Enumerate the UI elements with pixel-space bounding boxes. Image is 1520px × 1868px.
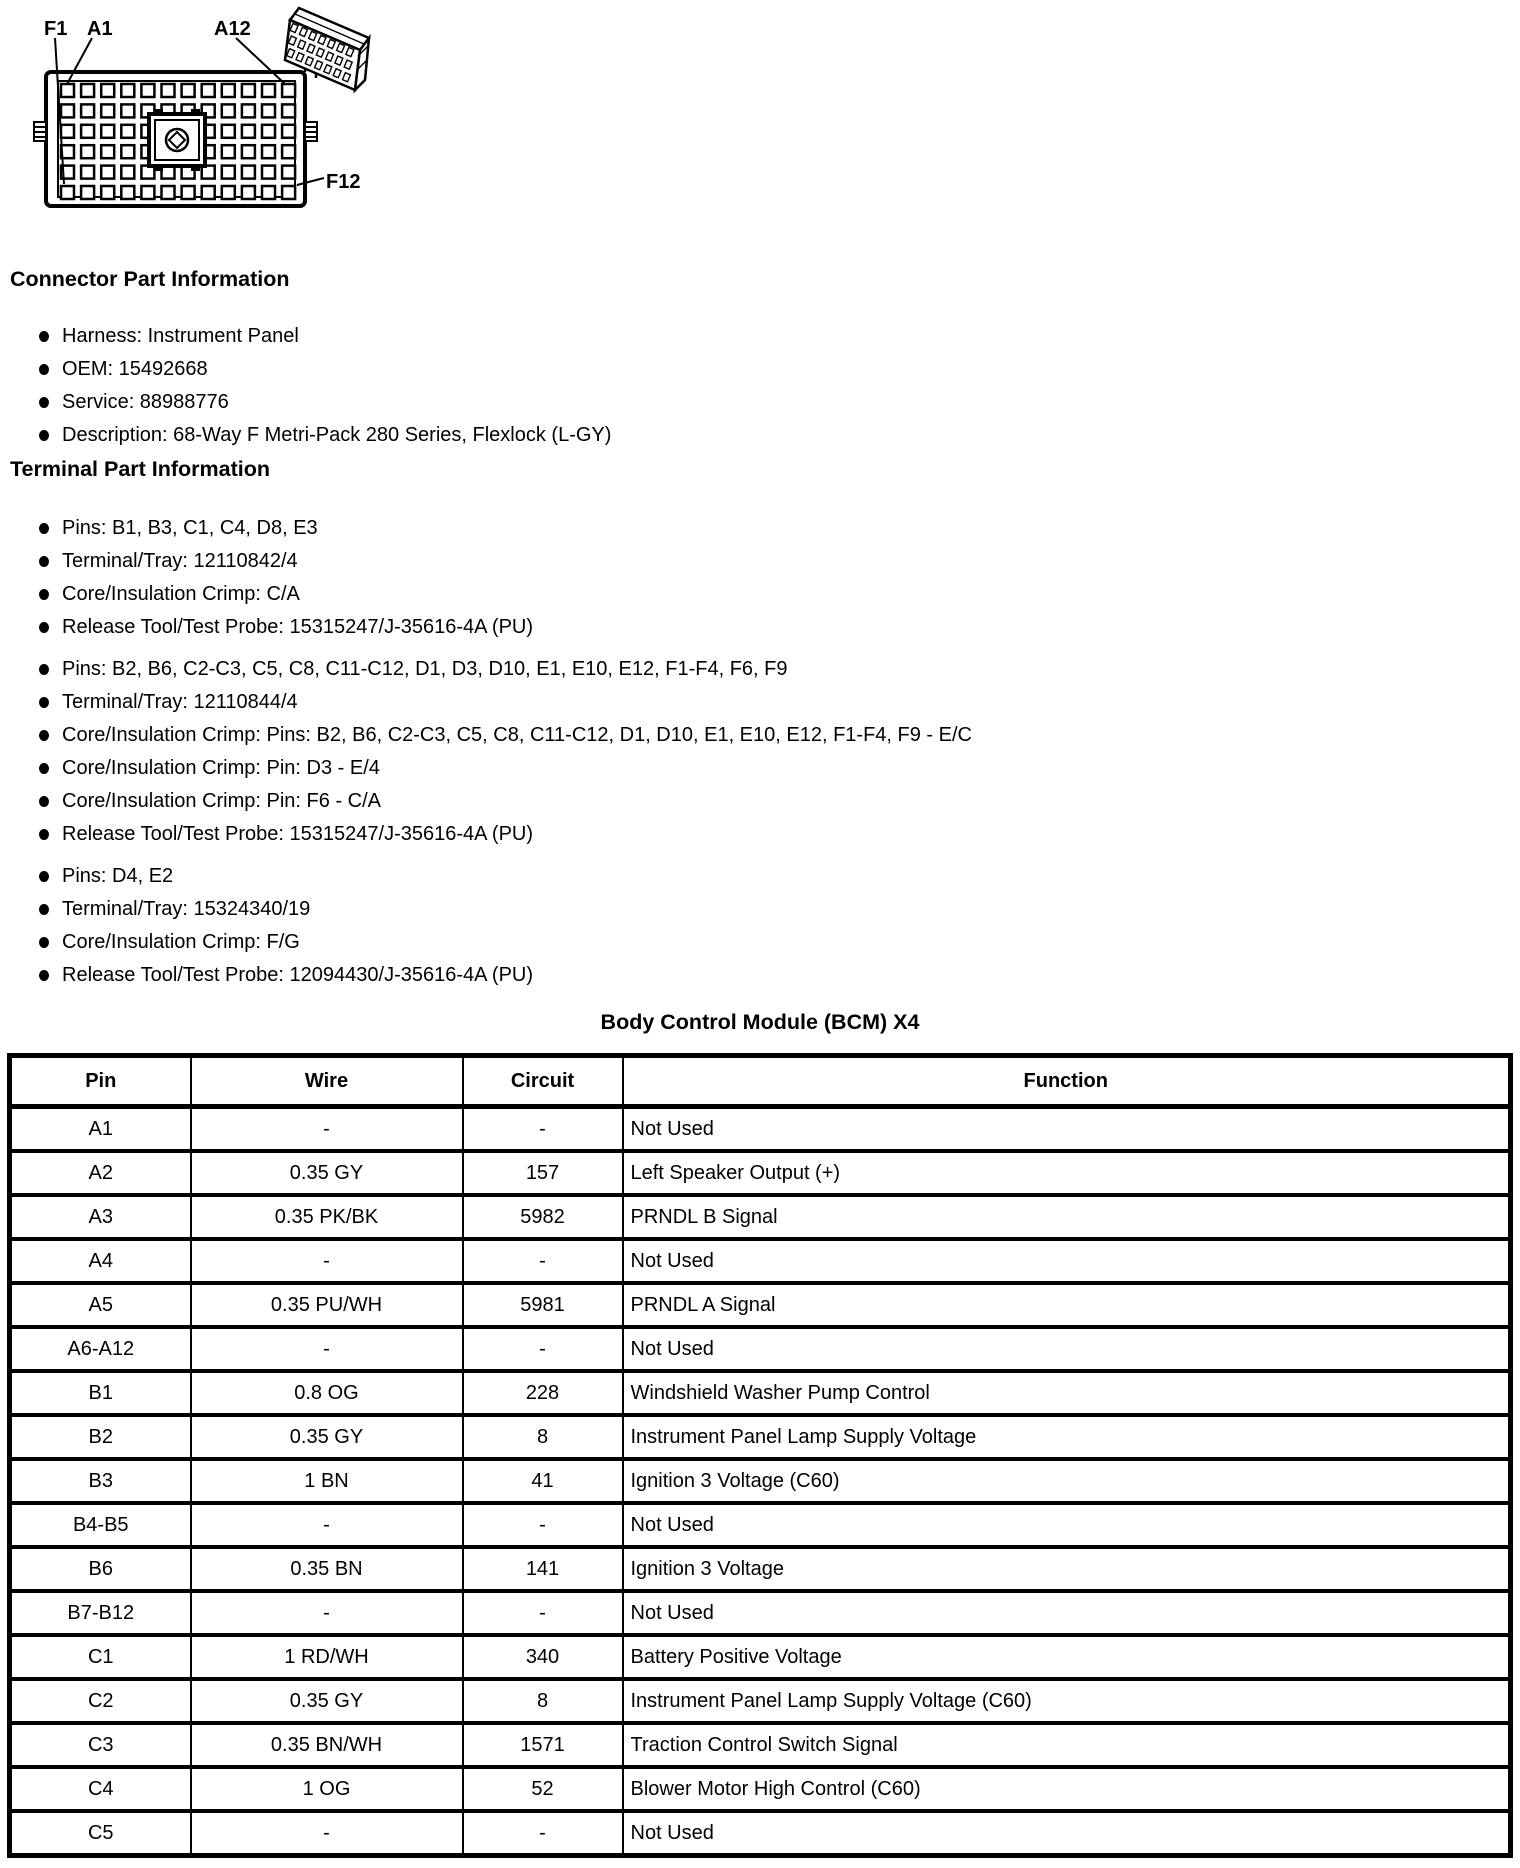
cell-circuit: -: [463, 1107, 623, 1152]
cell-pin: C3: [10, 1723, 191, 1767]
table-row: [10, 1679, 1511, 1723]
pin-cavity: [121, 186, 134, 199]
pin-cavity: [262, 186, 275, 199]
cell-circuit: -: [463, 1591, 623, 1635]
cell-pin: B2: [10, 1415, 191, 1459]
leader-line-a12: [236, 38, 285, 84]
cell-function: Battery Positive Voltage: [623, 1635, 1511, 1679]
table-title: Body Control Module (BCM) X4: [600, 1010, 920, 1034]
pin-cavity: [81, 104, 94, 117]
connector-iso-view: [285, 8, 369, 90]
bullet-text: Description: 68-Way F Metri-Pack 280 Series, Flexlock (L-GY): [62, 424, 612, 446]
cell-function: PRNDL B Signal: [623, 1195, 1511, 1239]
pin-cavity: [101, 145, 114, 158]
cell-wire: 0.35 PK/BK: [191, 1195, 463, 1239]
pin-cavity: [121, 84, 134, 97]
cell-circuit: 157: [463, 1151, 623, 1195]
pin-cavity: [162, 84, 175, 97]
pin-cavity: [282, 186, 295, 199]
cell-function: Not Used: [623, 1107, 1511, 1152]
cell-pin: C2: [10, 1679, 191, 1723]
bullet-item: [0, 359, 1520, 379]
bullet-icon: [39, 763, 49, 774]
cell-wire: 0.35 BN: [191, 1547, 463, 1591]
bullet-item: [0, 932, 1520, 952]
cell-wire: 0.35 GY: [191, 1415, 463, 1459]
cell-function: Instrument Panel Lamp Supply Voltage: [623, 1415, 1511, 1459]
pin-cavity: [81, 84, 94, 97]
table-row: [10, 1195, 1511, 1239]
cell-pin: A6-A12: [10, 1327, 191, 1371]
cell-pin: A4: [10, 1239, 191, 1283]
connector-part-info-heading: Connector Part Information: [10, 267, 290, 291]
pin-cavity: [262, 145, 275, 158]
connector-part-info-list: [0, 326, 1520, 445]
terminal-part-info-heading: Terminal Part Information: [10, 457, 271, 481]
cell-function: Traction Control Switch Signal: [623, 1723, 1511, 1767]
cell-wire: -: [191, 1239, 463, 1283]
pin-cavity: [242, 104, 255, 117]
table-row: [10, 1723, 1511, 1767]
pin-cavity: [61, 84, 74, 97]
col-header-circuit: Circuit: [463, 1056, 623, 1107]
pin-cavity: [222, 125, 235, 138]
cell-wire: 0.35 GY: [191, 1151, 463, 1195]
table-row: [10, 1591, 1511, 1635]
cell-wire: 0.35 PU/WH: [191, 1283, 463, 1327]
bullet-item: [0, 866, 1520, 886]
pin-cavity: [222, 84, 235, 97]
cell-wire: 1 BN: [191, 1459, 463, 1503]
bullet-icon: [39, 664, 49, 675]
pin-cavity: [101, 125, 114, 138]
cell-wire: 1 OG: [191, 1767, 463, 1811]
cell-pin: C5: [10, 1811, 191, 1856]
pin-cavity: [81, 125, 94, 138]
pin-cavity: [121, 125, 134, 138]
mount-ear-right: [305, 122, 317, 141]
cell-wire: -: [191, 1591, 463, 1635]
bullet-icon: [39, 796, 49, 807]
cell-circuit: 228: [463, 1371, 623, 1415]
bullet-item: [0, 899, 1520, 919]
table-row: [10, 1547, 1511, 1591]
table-row: [10, 1283, 1511, 1327]
bullet-item: [0, 326, 1520, 346]
cell-wire: 1 RD/WH: [191, 1635, 463, 1679]
cell-pin: B7-B12: [10, 1591, 191, 1635]
center-key-feature: [149, 109, 205, 171]
bullet-icon: [39, 364, 49, 375]
bullet-text: Service: 88988776: [62, 391, 229, 413]
bullet-icon: [39, 397, 49, 408]
bullet-icon: [39, 697, 49, 708]
terminal-group-1-list: [0, 518, 1520, 637]
pin-cavity: [101, 104, 114, 117]
cell-function: PRNDL A Signal: [623, 1283, 1511, 1327]
bullet-icon: [39, 589, 49, 600]
bullet-item: [0, 965, 1520, 985]
cell-wire: -: [191, 1811, 463, 1856]
bullet-item: [0, 392, 1520, 412]
bullet-text: Release Tool/Test Probe: 12094430/J-35616-4A (PU): [62, 964, 534, 986]
table-row: [10, 1327, 1511, 1371]
bullet-item: [0, 617, 1520, 637]
table-row: [10, 1239, 1511, 1283]
pin-label-f12: F12: [326, 171, 361, 193]
pin-cavity: [262, 166, 275, 179]
cell-circuit: -: [463, 1811, 623, 1856]
pin-cavity: [81, 145, 94, 158]
pin-cavity: [222, 104, 235, 117]
bcm-x4-pin-table: [7, 1053, 1513, 1858]
pin-label-a12: A12: [214, 18, 251, 40]
pin-cavity: [242, 84, 255, 97]
bullet-icon: [39, 970, 49, 981]
cell-pin: B3: [10, 1459, 191, 1503]
col-header-function: Function: [623, 1056, 1511, 1107]
bullet-item: [0, 425, 1520, 445]
pin-cavity: [222, 186, 235, 199]
bullet-icon: [39, 622, 49, 633]
pin-cavity: [182, 186, 195, 199]
pin-cavity: [282, 104, 295, 117]
pin-cavity: [242, 145, 255, 158]
terminal-group-3-list: [0, 866, 1520, 985]
cell-function: Ignition 3 Voltage (C60): [623, 1459, 1511, 1503]
table-row: [10, 1635, 1511, 1679]
cell-pin: A3: [10, 1195, 191, 1239]
table-row: [10, 1151, 1511, 1195]
pin-cavity: [242, 125, 255, 138]
pin-label-f1: F1: [44, 18, 68, 40]
cell-circuit: -: [463, 1239, 623, 1283]
cell-function: Windshield Washer Pump Control: [623, 1371, 1511, 1415]
pin-cavity: [222, 166, 235, 179]
mount-ear-left: [34, 122, 46, 141]
cell-pin: B4-B5: [10, 1503, 191, 1547]
cell-circuit: 5981: [463, 1283, 623, 1327]
bullet-icon: [39, 523, 49, 534]
pin-cavity: [262, 125, 275, 138]
pin-cavity: [81, 166, 94, 179]
table-header-row: [10, 1056, 1511, 1107]
col-header-wire: Wire: [191, 1056, 463, 1107]
pin-cavity: [162, 186, 175, 199]
bullet-text: Core/Insulation Crimp: Pin: F6 - C/A: [62, 790, 381, 812]
table-row: [10, 1459, 1511, 1503]
pin-cavity: [262, 104, 275, 117]
pin-cavity: [262, 84, 275, 97]
pin-cavity: [61, 104, 74, 117]
cell-circuit: 1571: [463, 1723, 623, 1767]
bullet-text: Core/Insulation Crimp: F/G: [62, 931, 300, 953]
bullet-text: Release Tool/Test Probe: 15315247/J-35616-4A (PU): [62, 823, 534, 845]
bullet-icon: [39, 904, 49, 915]
pin-cavity: [282, 84, 295, 97]
table-row: [10, 1811, 1511, 1856]
pin-cavity: [282, 166, 295, 179]
table-row: [10, 1767, 1511, 1811]
col-header-pin: Pin: [10, 1056, 191, 1107]
pin-cavity: [282, 125, 295, 138]
pin-cavity: [121, 145, 134, 158]
cell-function: Instrument Panel Lamp Supply Voltage (C60): [623, 1679, 1511, 1723]
cell-function: Not Used: [623, 1503, 1511, 1547]
pin-cavity: [202, 84, 215, 97]
connector-face-diagram: [8, 4, 400, 218]
pin-cavity: [101, 186, 114, 199]
pin-cavity: [61, 125, 74, 138]
bullet-icon: [39, 430, 49, 441]
cell-wire: 0.35 GY: [191, 1679, 463, 1723]
cell-wire: 0.8 OG: [191, 1371, 463, 1415]
bullet-text: Terminal/Tray: 12110842/4: [62, 550, 298, 572]
pin-cavity: [101, 84, 114, 97]
pin-cavity: [61, 186, 74, 199]
pin-cavity: [242, 166, 255, 179]
cell-pin: B6: [10, 1547, 191, 1591]
cell-pin: C1: [10, 1635, 191, 1679]
cell-function: Not Used: [623, 1239, 1511, 1283]
cell-circuit: 340: [463, 1635, 623, 1679]
bullet-item: [0, 584, 1520, 604]
cell-function: Not Used: [623, 1327, 1511, 1371]
pin-cavity: [81, 186, 94, 199]
cell-wire: -: [191, 1327, 463, 1371]
table-row: [10, 1371, 1511, 1415]
bullet-icon: [39, 331, 49, 342]
cell-pin: A2: [10, 1151, 191, 1195]
bullet-item: [0, 791, 1520, 811]
table-row: [10, 1415, 1511, 1459]
bullet-item: [0, 551, 1520, 571]
cell-function: Left Speaker Output (+): [623, 1151, 1511, 1195]
bullet-icon: [39, 937, 49, 948]
bullet-item: [0, 659, 1520, 679]
pin-cavity: [182, 84, 195, 97]
pin-cavity: [202, 186, 215, 199]
bullet-text: Core/Insulation Crimp: Pins: B2, B6, C2-C3, C5, C8, C11-C12, D1, D10, E1, E10, E12, F1-F4, F9 - E/C: [62, 724, 972, 746]
cell-circuit: -: [463, 1327, 623, 1371]
bullet-text: Core/Insulation Crimp: Pin: D3 - E/4: [62, 757, 380, 779]
cell-circuit: 52: [463, 1767, 623, 1811]
bullet-item: [0, 725, 1520, 745]
table-body: [10, 1107, 1511, 1856]
cell-function: Blower Motor High Control (C60): [623, 1767, 1511, 1811]
bullet-text: Pins: D4, E2: [62, 865, 174, 887]
pin-cavity: [141, 186, 154, 199]
pin-label-a1: A1: [87, 18, 113, 40]
pin-cavity: [141, 84, 154, 97]
bullet-item: [0, 758, 1520, 778]
cell-circuit: 141: [463, 1547, 623, 1591]
bullet-icon: [39, 829, 49, 840]
cell-pin: C4: [10, 1767, 191, 1811]
pin-cavity: [282, 145, 295, 158]
cell-wire: -: [191, 1107, 463, 1152]
bullet-text: Core/Insulation Crimp: C/A: [62, 583, 300, 605]
pin-cavity: [242, 186, 255, 199]
bullet-item: [0, 518, 1520, 538]
terminal-group-2-list: [0, 659, 1520, 844]
table-row: [10, 1503, 1511, 1547]
cell-pin: A5: [10, 1283, 191, 1327]
leader-line-f12: [297, 178, 324, 185]
bullet-text: Pins: B2, B6, C2-C3, C5, C8, C11-C12, D1, D3, D10, E1, E10, E12, F1-F4, F6, F9: [62, 658, 788, 680]
bullet-text: Terminal/Tray: 12110844/4: [62, 691, 298, 713]
pin-cavity: [121, 166, 134, 179]
table-row: [10, 1107, 1511, 1152]
pin-cavity: [121, 104, 134, 117]
cell-wire: -: [191, 1503, 463, 1547]
pin-cavity: [101, 166, 114, 179]
cell-pin: B1: [10, 1371, 191, 1415]
pin-cavity: [222, 145, 235, 158]
cell-circuit: 41: [463, 1459, 623, 1503]
bullet-text: Harness: Instrument Panel: [62, 325, 299, 347]
bullet-text: Terminal/Tray: 15324340/19: [62, 898, 311, 920]
bullet-icon: [39, 556, 49, 567]
cell-circuit: 8: [463, 1415, 623, 1459]
bullet-text: Release Tool/Test Probe: 15315247/J-35616-4A (PU): [62, 616, 534, 638]
cell-wire: 0.35 BN/WH: [191, 1723, 463, 1767]
bullet-item: [0, 824, 1520, 844]
leader-line-a1: [67, 38, 92, 84]
cell-circuit: 8: [463, 1679, 623, 1723]
cell-function: Ignition 3 Voltage: [623, 1547, 1511, 1591]
cell-function: Not Used: [623, 1591, 1511, 1635]
bullet-icon: [39, 730, 49, 741]
bullet-text: Pins: B1, B3, C1, C4, D8, E3: [62, 517, 318, 539]
bullet-text: OEM: 15492668: [62, 358, 208, 380]
cell-function: Not Used: [623, 1811, 1511, 1856]
cell-pin: A1: [10, 1107, 191, 1152]
cell-circuit: -: [463, 1503, 623, 1547]
cell-circuit: 5982: [463, 1195, 623, 1239]
bullet-icon: [39, 871, 49, 882]
bullet-item: [0, 692, 1520, 712]
